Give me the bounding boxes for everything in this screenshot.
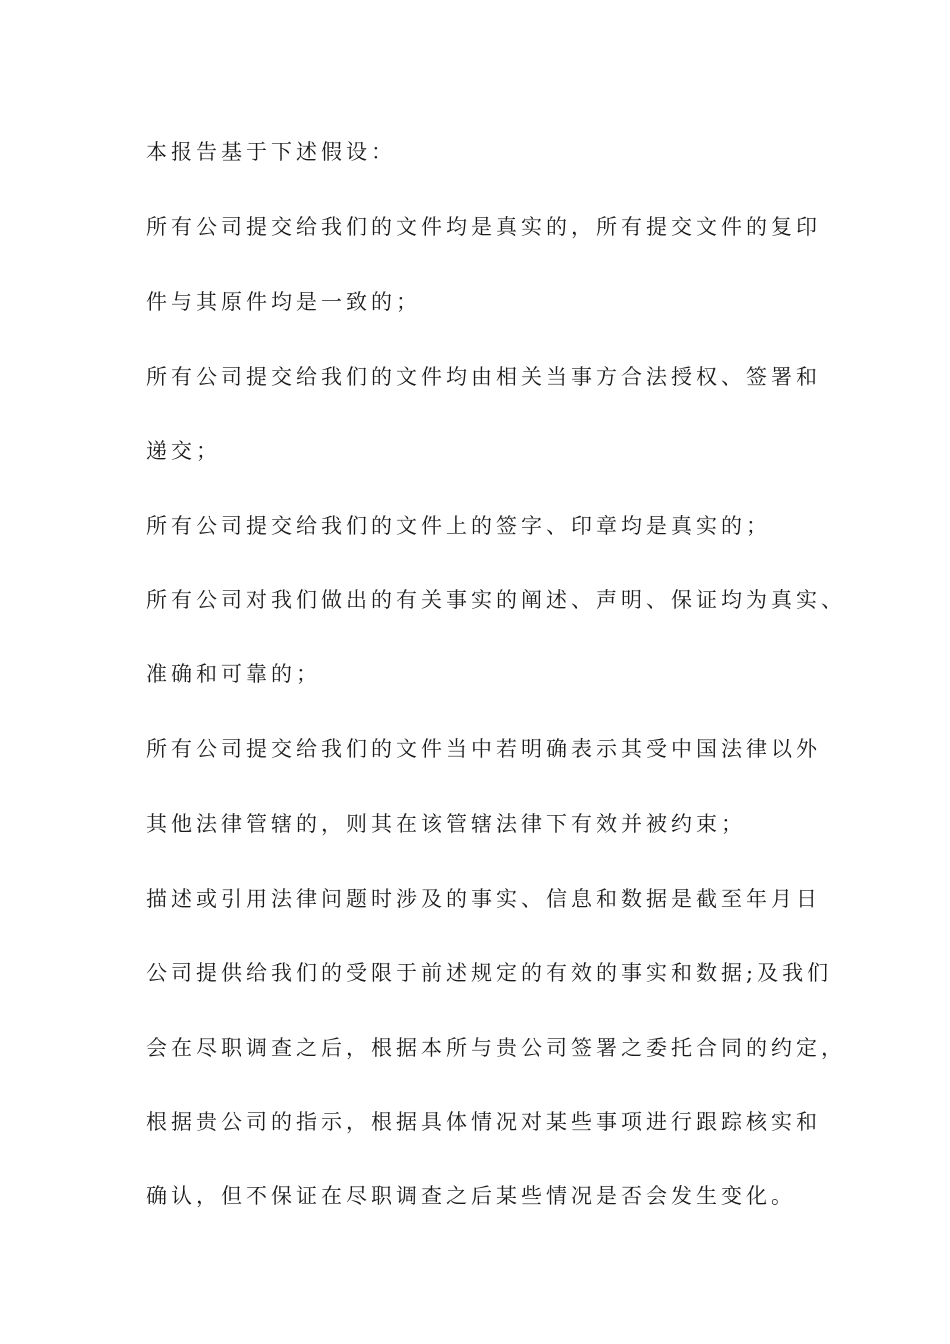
- assumption-1-line-2: 件与其原件均是一致的；: [146, 290, 421, 314]
- assumption-4-line-1: 所有公司对我们做出的有关事实的阐述、声明、保证均为真实、: [146, 588, 846, 612]
- intro-line: 本报告基于下述假设：: [146, 140, 396, 164]
- assumption-6-line-1: 描述或引用法律问题时涉及的事实、信息和数据是截至年月日: [146, 887, 821, 911]
- assumption-6-line-2: 公司提供给我们的受限于前述规定的有效的事实和数据;及我们: [146, 961, 833, 985]
- assumption-2-line-2: 递交；: [146, 439, 221, 463]
- assumption-6-line-5: 确认，但不保证在尽职调查之后某些情况是否会发生变化。: [146, 1184, 796, 1208]
- assumption-2-line-1: 所有公司提交给我们的文件均由相关当事方合法授权、签署和: [146, 365, 821, 389]
- assumption-6-line-3: 会在尽职调查之后，根据本所与贵公司签署之委托合同的约定，: [146, 1036, 846, 1060]
- assumption-1-line-1: 所有公司提交给我们的文件均是真实的，所有提交文件的复印: [146, 215, 821, 239]
- assumption-3-line-1: 所有公司提交给我们的文件上的签字、印章均是真实的；: [146, 514, 771, 538]
- assumption-4-line-2: 准确和可靠的；: [146, 662, 321, 686]
- assumption-6-line-4: 根据贵公司的指示，根据具体情况对某些事项进行跟踪核实和: [146, 1110, 821, 1134]
- assumption-5-line-2: 其他法律管辖的，则其在该管辖法律下有效并被约束；: [146, 812, 746, 836]
- assumption-5-line-1: 所有公司提交给我们的文件当中若明确表示其受中国法律以外: [146, 737, 821, 761]
